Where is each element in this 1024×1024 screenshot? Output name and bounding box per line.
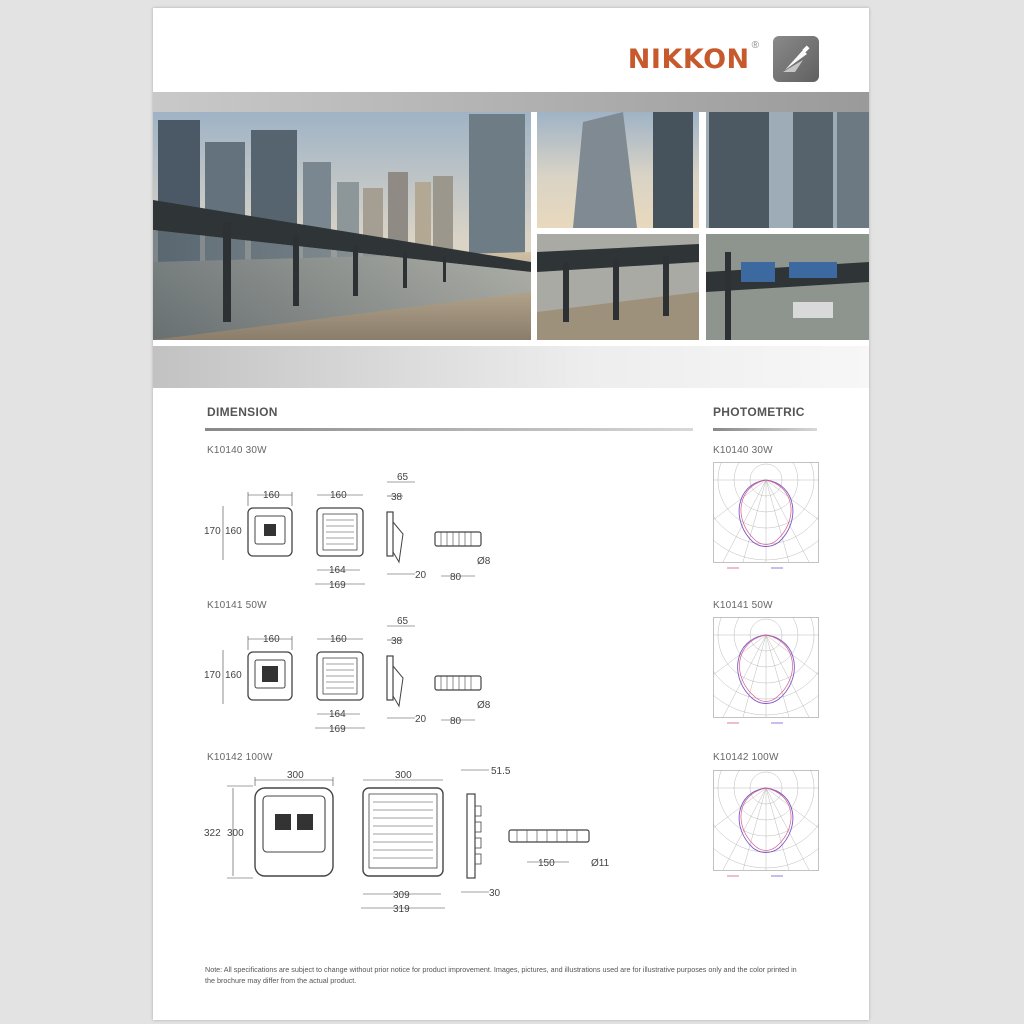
polar-light-distribution-chart: [713, 770, 819, 880]
dim-front-height-outer: 170: [204, 670, 221, 681]
dim-back-bottom-1: 164: [329, 709, 346, 720]
dim-side-top-2: 38: [391, 492, 403, 503]
dim-front-height-inner: 300: [227, 828, 244, 839]
dim-back-width: 160: [330, 634, 347, 645]
dim-side-bottom: 20: [415, 570, 427, 581]
dim-side-top-1: 51.5: [491, 766, 511, 777]
dimension-drawing-k10140: [193, 468, 503, 592]
side-view: [461, 770, 489, 892]
back-view: [361, 780, 445, 908]
city-walkway-photo: [153, 112, 869, 340]
dim-front-height-outer: 322: [204, 828, 221, 839]
dim-bottom-width: 80: [450, 716, 462, 727]
registered-mark: ®: [751, 40, 759, 51]
dim-bottom-width: 80: [450, 572, 462, 583]
dim-back-bottom-2: 169: [329, 580, 346, 591]
decorative-band-top: [153, 92, 869, 112]
photometric-model-label: K10140 30W: [713, 445, 773, 456]
dim-side-top-1: 65: [397, 472, 409, 483]
dimension-title: DIMENSION: [207, 405, 278, 419]
brand-header: [628, 36, 819, 82]
bottom-view: [435, 532, 481, 576]
dim-back-bottom-1: 309: [393, 890, 410, 901]
polar-light-distribution-chart: [713, 617, 819, 727]
dim-front-height-outer: 170: [204, 526, 221, 537]
dimension-drawing-k10141: [193, 612, 503, 736]
photometric-title: PHOTOMETRIC: [713, 405, 805, 419]
lamp-logo-icon: [773, 36, 819, 82]
dim-back-width: 160: [330, 490, 347, 501]
dim-front-width: 300: [287, 770, 304, 781]
dim-bottom-width: 150: [538, 858, 555, 869]
decorative-band-bottom: [153, 346, 869, 388]
dim-back-bottom-2: 169: [329, 724, 346, 735]
photometric-divider: [713, 428, 817, 431]
dimension-drawing-k10142: [193, 764, 623, 914]
photometric-model-label: K10142 100W: [713, 752, 779, 763]
dim-bottom-hole: Ø11: [591, 858, 610, 869]
product-model-label: K10140 30W: [207, 445, 267, 456]
dim-side-top-1: 65: [397, 616, 409, 627]
product-model-label: K10141 50W: [207, 600, 267, 611]
dim-front-width: 160: [263, 634, 280, 645]
dim-front-height-inner: 160: [225, 670, 242, 681]
disclaimer-note: Note: All specifications are subject to change without prior notice for product improvement. Images, pictures, and illustrations used are for illustrative purposes only and the color printed in the brochure may differ from the actual product.: [205, 965, 797, 985]
bottom-view: [435, 676, 481, 720]
dim-back-bottom-2: 319: [393, 904, 410, 914]
dim-back-bottom-1: 164: [329, 565, 346, 576]
photometric-model-label: K10141 50W: [713, 600, 773, 611]
dim-bottom-hole: Ø8: [477, 556, 491, 567]
dim-front-height-inner: 160: [225, 526, 242, 537]
product-model-label: K10142 100W: [207, 752, 273, 763]
dim-side-bottom: 20: [415, 714, 427, 725]
dim-front-width: 160: [263, 490, 280, 501]
dimension-divider: [205, 428, 693, 431]
dim-back-width: 300: [395, 770, 412, 781]
dim-side-bottom: 30: [489, 888, 501, 899]
brochure-page: [153, 8, 869, 1020]
brand-name: NIKKON: [627, 43, 750, 75]
dim-side-top-2: 38: [391, 636, 403, 647]
polar-light-distribution-chart: [713, 462, 819, 572]
dim-bottom-hole: Ø8: [477, 700, 491, 711]
